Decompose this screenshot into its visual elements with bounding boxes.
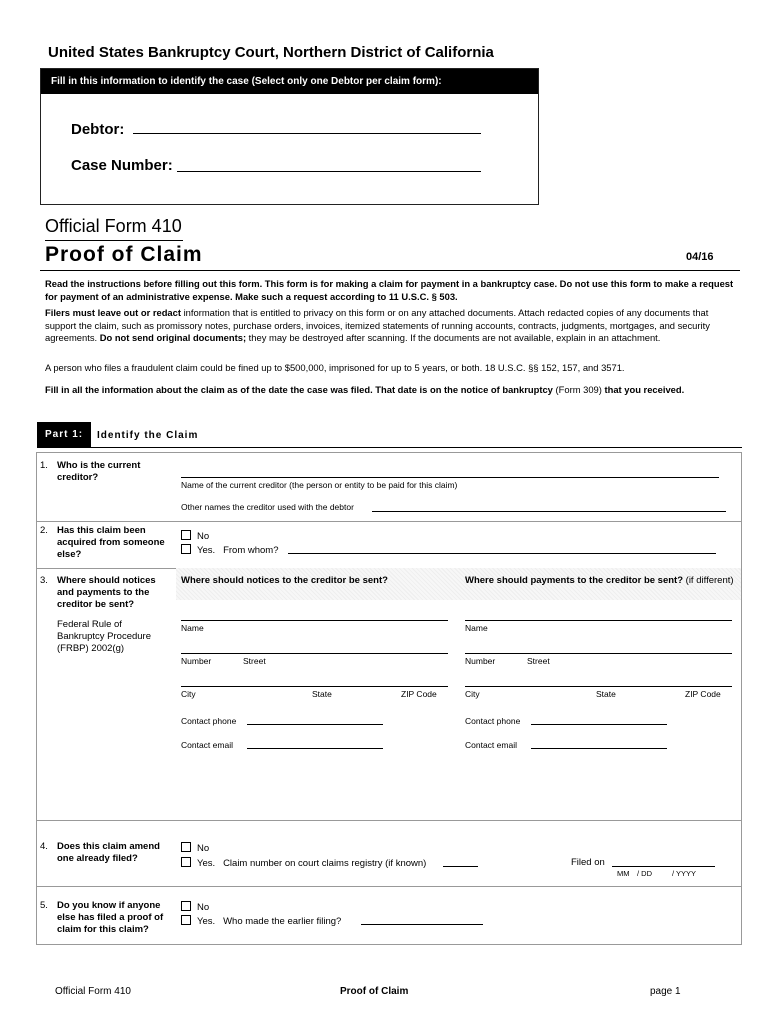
- instructions-paragraph-2: [45, 307, 737, 345]
- q2-no-option[interactable]: [181, 530, 209, 542]
- row-divider: [37, 886, 741, 887]
- form-revision: 04/16: [686, 251, 714, 263]
- court-name: United States Bankruptcy Court, Northern District of California: [48, 44, 494, 61]
- claim-number-field[interactable]: [443, 866, 478, 867]
- form-number: Official Form 410: [45, 216, 183, 241]
- filed-on-field[interactable]: [612, 866, 715, 867]
- title-rule: [40, 270, 740, 271]
- instr-bold-3: Fill in all the information about the claim as of the date the case was filed. That date is on the notice of bankruptcy: [45, 384, 553, 395]
- debtor-field[interactable]: [133, 133, 481, 134]
- creditor-name-field[interactable]: [181, 477, 719, 478]
- q1-number: 1.: [40, 460, 48, 471]
- q2-number: 2.: [40, 525, 48, 536]
- payments-street-caption: Street: [527, 656, 550, 666]
- date-mm-caption: MM: [617, 869, 630, 878]
- notices-zip-caption: ZIP Code: [401, 689, 437, 699]
- notices-email-field[interactable]: [247, 748, 383, 749]
- instr-text-3: (Form 309): [552, 384, 605, 395]
- notices-city-caption: City: [181, 689, 196, 699]
- checkbox[interactable]: [181, 530, 191, 540]
- case-box-title: Fill in this information to identify the case (Select only one Debtor per claim form):: [41, 69, 538, 94]
- case-number-field[interactable]: [177, 171, 481, 172]
- checkbox[interactable]: [181, 901, 191, 911]
- notices-name-field[interactable]: [181, 620, 448, 621]
- q4-label: Does this claim amend one already filed?: [57, 841, 160, 864]
- earlier-filing-field[interactable]: [361, 924, 483, 925]
- instructions-paragraph-4: [45, 384, 737, 397]
- q4-number: 4.: [40, 841, 48, 852]
- checkbox[interactable]: [181, 544, 191, 554]
- payments-phone-field[interactable]: [531, 724, 667, 725]
- notices-email-label: Contact email: [181, 740, 233, 750]
- q3-label: Where should notices and payments to the creditor be sent?: [57, 575, 156, 610]
- payments-street-field[interactable]: [465, 653, 732, 654]
- q4-yes-label: Yes.: [197, 858, 216, 869]
- payments-state-caption: State: [596, 689, 616, 699]
- checkbox[interactable]: [181, 915, 191, 925]
- footer-title: Proof of Claim: [340, 986, 409, 997]
- q5-label: Do you know if anyone else has filed a proof of claim for this claim?: [57, 900, 164, 935]
- q2-yes-label: Yes.: [197, 545, 216, 556]
- earlier-filing-label: Who made the earlier filing?: [223, 916, 342, 927]
- q5-no-option[interactable]: [181, 901, 209, 913]
- instructions-paragraph-1: Read the instructions before filling out this form. This form is for making a claim for payment in a bankruptcy case. Do not use this form to make a request for payment of an administrative expense. Make such a request according to 11 U.S.C. § 503.: [45, 278, 734, 302]
- footer-form-number: Official Form 410: [55, 986, 131, 997]
- other-names-label: Other names the creditor used with the debtor: [181, 502, 354, 512]
- case-identification-box: [40, 68, 539, 205]
- q5-no-label: No: [197, 902, 210, 913]
- q4-yes-option[interactable]: [181, 857, 426, 869]
- notices-street-field[interactable]: [181, 653, 448, 654]
- payments-city-field[interactable]: [465, 686, 732, 687]
- payments-number-caption: Number: [465, 656, 496, 666]
- case-number-label: Case Number:: [71, 157, 173, 174]
- filed-on-label: Filed on: [571, 857, 605, 868]
- notices-street-caption: Street: [243, 656, 266, 666]
- other-names-field[interactable]: [372, 511, 726, 512]
- q4-no-option[interactable]: [181, 842, 209, 854]
- date-yyyy-caption: / YYYY: [672, 869, 697, 878]
- footer-page-number: page 1: [650, 986, 681, 997]
- page-title: Proof of Claim: [45, 243, 203, 266]
- q5-number: 5.: [40, 900, 48, 911]
- payments-phone-label: Contact phone: [465, 716, 521, 726]
- payments-city-caption: City: [465, 689, 480, 699]
- checkbox[interactable]: [181, 842, 191, 852]
- q2-no-label: No: [197, 531, 210, 542]
- creditor-name-caption: Name of the current creditor (the person or entity to be paid for this claim): [181, 480, 458, 490]
- payments-heading-suffix: (if different): [683, 575, 734, 586]
- payments-name-field[interactable]: [465, 620, 732, 621]
- frbp-reference: Federal Rule of Bankruptcy Procedure (FRBP) 2002(g): [57, 619, 151, 654]
- notices-heading: Where should notices to the creditor be sent?: [181, 575, 388, 586]
- instr-bold-4: that you received.: [604, 384, 685, 395]
- instructions-paragraph-3: A person who files a fraudulent claim could be fined up to $500,000, imprisoned for up to 5 years, or both. 18 U.S.C. §§ 152, 157, and 3571.: [45, 362, 625, 373]
- claim-number-label: Claim number on court claims registry (if known): [223, 858, 427, 869]
- from-whom-field[interactable]: [288, 553, 716, 554]
- payments-email-label: Contact email: [465, 740, 517, 750]
- payments-heading: [465, 575, 735, 587]
- date-dd-caption: / DD: [637, 869, 652, 878]
- row-divider: [37, 521, 741, 522]
- instr-text-2: they may be destroyed after scanning. If the documents are not available, explain in an attachment.: [246, 332, 661, 344]
- q4-no-label: No: [197, 843, 210, 854]
- part-1-title: Identify the Claim: [97, 430, 199, 441]
- q2-yes-option[interactable]: [181, 544, 279, 556]
- instr-bold-1: Filers must leave out or redact: [45, 307, 181, 318]
- notices-number-caption: Number: [181, 656, 212, 666]
- payments-zip-caption: ZIP Code: [685, 689, 721, 699]
- payments-heading-main: Where should payments to the creditor be sent?: [465, 575, 684, 586]
- from-whom-label: From whom?: [223, 545, 279, 556]
- payments-name-caption: Name: [465, 623, 488, 633]
- part-1-tab: Part 1:: [37, 422, 91, 448]
- part-1-rule: [37, 447, 742, 448]
- notices-city-field[interactable]: [181, 686, 448, 687]
- row-divider: [37, 820, 741, 821]
- instr-text-1: information that is entitled to privacy on this form or on any attached documents. Attach redacted copies of any documents that support the claim, such as promissory notes, purchase orders, invoices, itemized statements of running accounts, contracts, judgments, mortgages, and security agreements.: [45, 307, 710, 344]
- q5-yes-option[interactable]: [181, 915, 341, 927]
- notices-phone-label: Contact phone: [181, 716, 237, 726]
- q3-number: 3.: [40, 575, 48, 586]
- payments-email-field[interactable]: [531, 748, 667, 749]
- checkbox[interactable]: [181, 857, 191, 867]
- notices-phone-field[interactable]: [247, 724, 383, 725]
- notices-state-caption: State: [312, 689, 332, 699]
- q1-label: Who is the current creditor?: [57, 460, 141, 483]
- q2-label: Has this claim been acquired from someone else?: [57, 525, 165, 560]
- debtor-label: Debtor:: [71, 121, 125, 138]
- notices-name-caption: Name: [181, 623, 204, 633]
- instr-bold-2: Do not send original documents;: [99, 332, 247, 344]
- q5-yes-label: Yes.: [197, 916, 216, 927]
